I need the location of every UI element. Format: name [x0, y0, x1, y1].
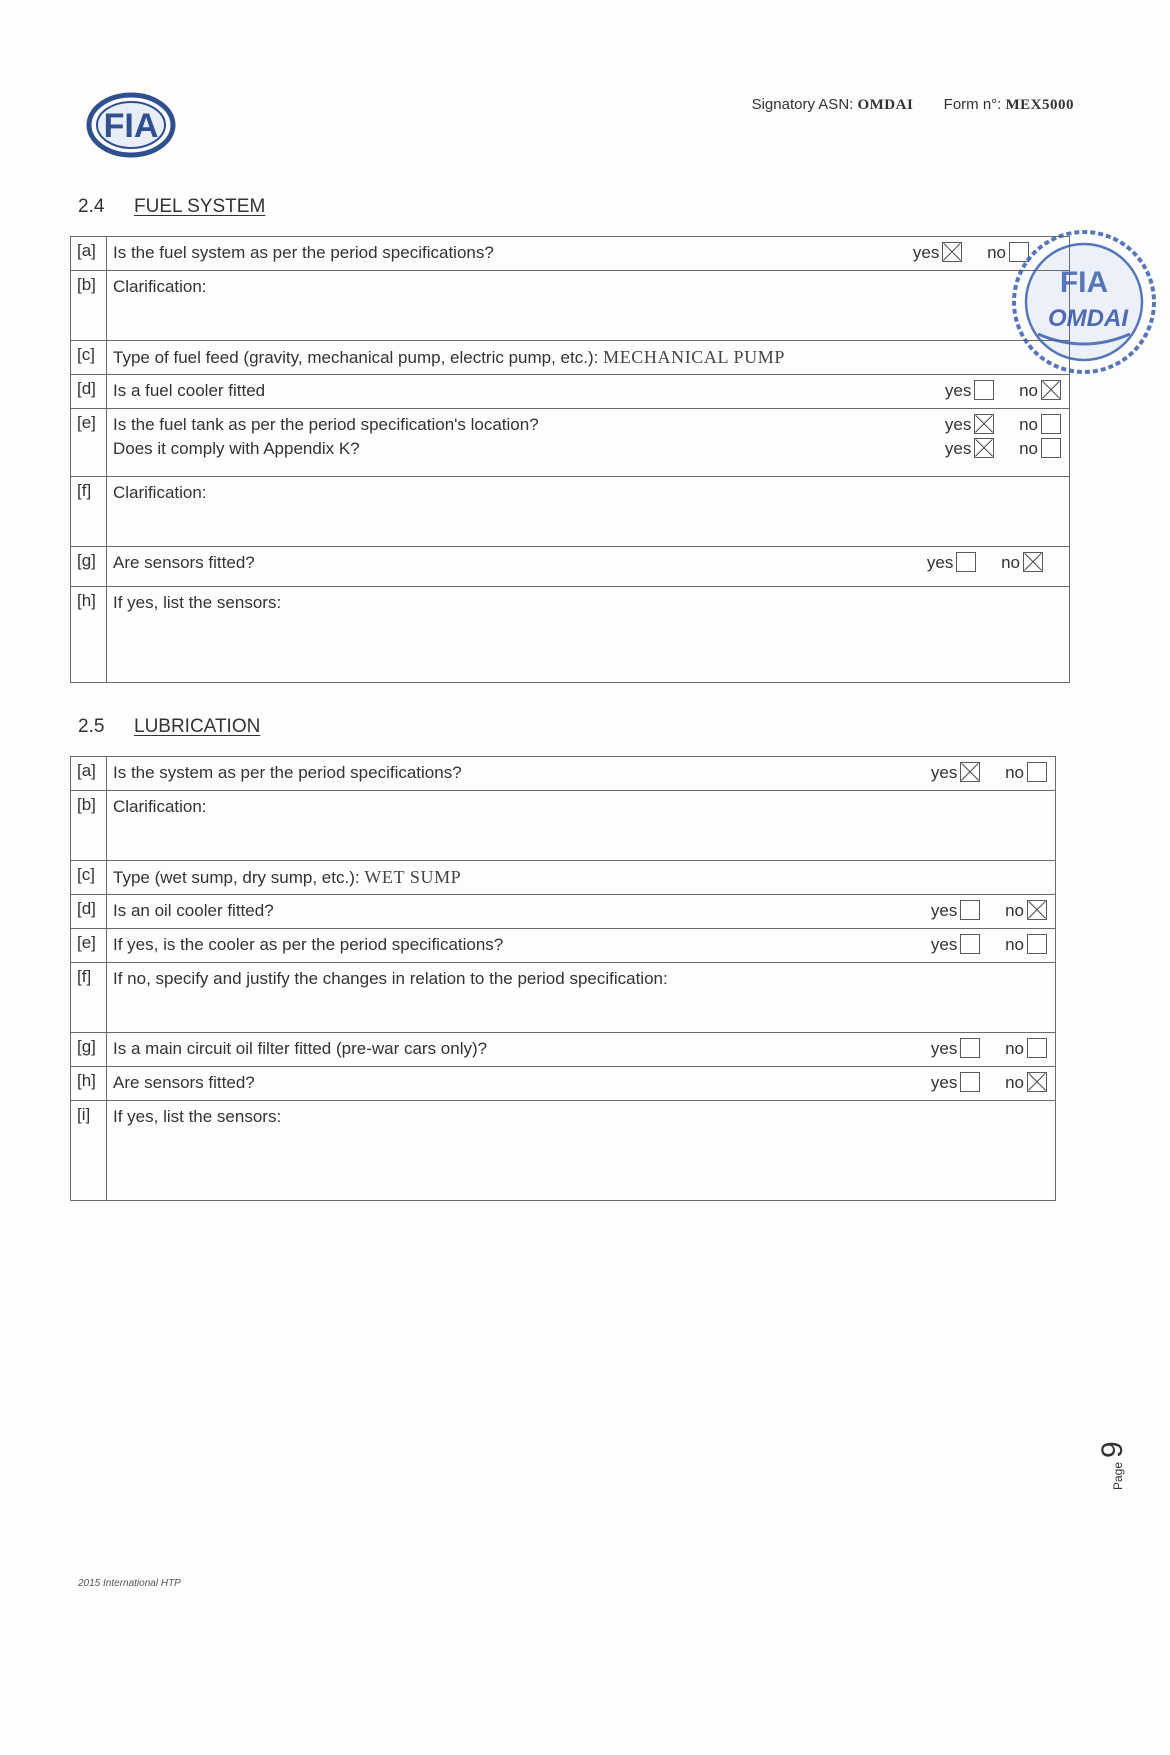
table-row — [71, 375, 1070, 409]
yes-no-group: yes no — [925, 413, 1061, 437]
yes-no-group: yes no — [911, 899, 1047, 923]
typed-answer[interactable]: MECHANICAL PUMP — [603, 347, 785, 367]
no-checkbox[interactable] — [1027, 762, 1047, 782]
yes-no-group: yes no — [911, 933, 1047, 957]
row-label: [a] — [71, 757, 107, 791]
no-checkbox[interactable] — [1027, 900, 1047, 920]
yes-no-group: yes no — [893, 241, 1029, 265]
table-row — [71, 1033, 1056, 1067]
yes-checkbox[interactable] — [960, 762, 980, 782]
fia-logo — [86, 92, 176, 158]
no-checkbox[interactable] — [1041, 414, 1061, 434]
page-word: Page — [1111, 1461, 1125, 1490]
section-title-fuel-system — [78, 196, 265, 218]
row-label: [d] — [71, 375, 107, 409]
clarification-field[interactable] — [107, 477, 1070, 547]
question-text: Are sensors fitted? — [113, 1073, 255, 1092]
table-row — [71, 409, 1070, 477]
question-text: Is an oil cooler fitted? — [113, 901, 274, 920]
no-checkbox[interactable] — [1023, 552, 1043, 572]
yes-checkbox[interactable] — [956, 552, 976, 572]
question-text: Clarification: — [113, 277, 207, 296]
no-checkbox[interactable] — [1027, 1072, 1047, 1092]
row-label: [e] — [71, 409, 107, 477]
clarification-field[interactable] — [107, 271, 1070, 341]
row-label: [b] — [71, 791, 107, 861]
table-row — [71, 237, 1070, 271]
stamp-top-text: FIA — [1059, 266, 1109, 299]
row-label: [f] — [71, 477, 107, 547]
table-row — [71, 791, 1056, 861]
table-row — [71, 547, 1070, 587]
lubrication-table — [70, 756, 1056, 1201]
row-label: [b] — [71, 271, 107, 341]
fia-logo-text: FIA — [103, 107, 159, 145]
row-label: [c] — [71, 341, 107, 375]
yes-no-group: yes no — [911, 1037, 1047, 1061]
question-text: Is a main circuit oil filter fitted (pre-war cars only)? — [113, 1039, 488, 1058]
table-row — [71, 861, 1056, 895]
row-label: [g] — [71, 547, 107, 587]
row-label: [f] — [71, 963, 107, 1033]
yes-checkbox[interactable] — [974, 438, 994, 458]
row-label: [h] — [71, 1067, 107, 1101]
yes-checkbox[interactable] — [974, 380, 994, 400]
no-checkbox[interactable] — [1041, 438, 1061, 458]
stamp-main-text: OMDAI — [1048, 305, 1128, 332]
yes-checkbox[interactable] — [960, 934, 980, 954]
question-text: Are sensors fitted? — [113, 553, 255, 572]
row-label: [c] — [71, 861, 107, 895]
form-number-label: Form n°: — [943, 96, 1002, 113]
question-text: If yes, is the cooler as per the period specifications? — [113, 935, 504, 954]
sensors-list-field[interactable] — [107, 1101, 1056, 1201]
section-title-text: FUEL SYSTEM — [134, 196, 266, 217]
yes-checkbox[interactable] — [960, 1038, 980, 1058]
section-title-lubrication — [78, 716, 260, 738]
row-label: [i] — [71, 1101, 107, 1201]
section-number: 2.4 — [78, 196, 105, 217]
yes-checkbox[interactable] — [974, 414, 994, 434]
fuel-system-table — [70, 236, 1070, 683]
table-row — [71, 1067, 1056, 1101]
no-checkbox[interactable] — [1027, 1038, 1047, 1058]
question-text: Is the fuel tank as per the period specification's location? — [113, 415, 539, 434]
row-label: [a] — [71, 237, 107, 271]
table-row — [71, 1101, 1056, 1201]
question-text: If yes, list the sensors: — [113, 593, 282, 612]
table-row — [71, 963, 1056, 1033]
table-row — [71, 895, 1056, 929]
table-row — [71, 587, 1070, 683]
page-number-value: 9 — [1096, 1441, 1129, 1458]
yes-no-group: yes no — [907, 551, 1043, 575]
section-title-text: LUBRICATION — [134, 716, 261, 737]
signatory-value: OMDAI — [857, 97, 914, 113]
question-text: Clarification: — [113, 797, 207, 816]
table-row — [71, 341, 1070, 375]
question-text: Is the system as per the period specifications? — [113, 763, 462, 782]
sensors-list-field[interactable] — [107, 587, 1070, 683]
row-label: [g] — [71, 1033, 107, 1067]
question-text: Clarification: — [113, 483, 207, 502]
question-text: Type (wet sump, dry sump, etc.): — [113, 868, 360, 887]
yes-checkbox[interactable] — [960, 900, 980, 920]
table-row — [71, 271, 1070, 341]
section-number: 2.5 — [78, 716, 105, 737]
yes-checkbox[interactable] — [942, 242, 962, 262]
no-checkbox[interactable] — [1027, 934, 1047, 954]
typed-answer[interactable]: WET SUMP — [364, 867, 462, 887]
clarification-field[interactable] — [107, 791, 1056, 861]
signatory-label: Signatory ASN: — [751, 96, 854, 113]
yes-no-group-2: yes no — [925, 437, 1061, 461]
footer-text: 2015 International HTP — [78, 1578, 181, 1589]
table-row — [71, 757, 1056, 791]
row-label: [e] — [71, 929, 107, 963]
question-text: If yes, list the sensors: — [113, 1107, 282, 1126]
justification-field[interactable] — [107, 963, 1056, 1033]
yes-no-group: yes no — [911, 1071, 1047, 1095]
form-number-value: MEX5000 — [1005, 97, 1074, 113]
table-row — [71, 477, 1070, 547]
row-label: [d] — [71, 895, 107, 929]
form-header-info — [752, 96, 1074, 114]
yes-checkbox[interactable] — [960, 1072, 980, 1092]
question-text: Type of fuel feed (gravity, mechanical pump, electric pump, etc.): — [113, 348, 599, 367]
question-text: Is the fuel system as per the period specifications? — [113, 243, 494, 262]
question-text: Is a fuel cooler fitted — [113, 381, 266, 400]
yes-no-group: yes no — [911, 761, 1047, 785]
row-label: [h] — [71, 587, 107, 683]
omdai-stamp — [1008, 226, 1160, 378]
yes-no-group: yes no — [925, 379, 1061, 403]
no-checkbox[interactable] — [1041, 380, 1061, 400]
table-row — [71, 929, 1056, 963]
question-text-2: Does it comply with Appendix K? — [113, 439, 360, 458]
question-text: If no, specify and justify the changes in relation to the period specification: — [113, 969, 668, 988]
page-number — [1096, 1441, 1130, 1490]
